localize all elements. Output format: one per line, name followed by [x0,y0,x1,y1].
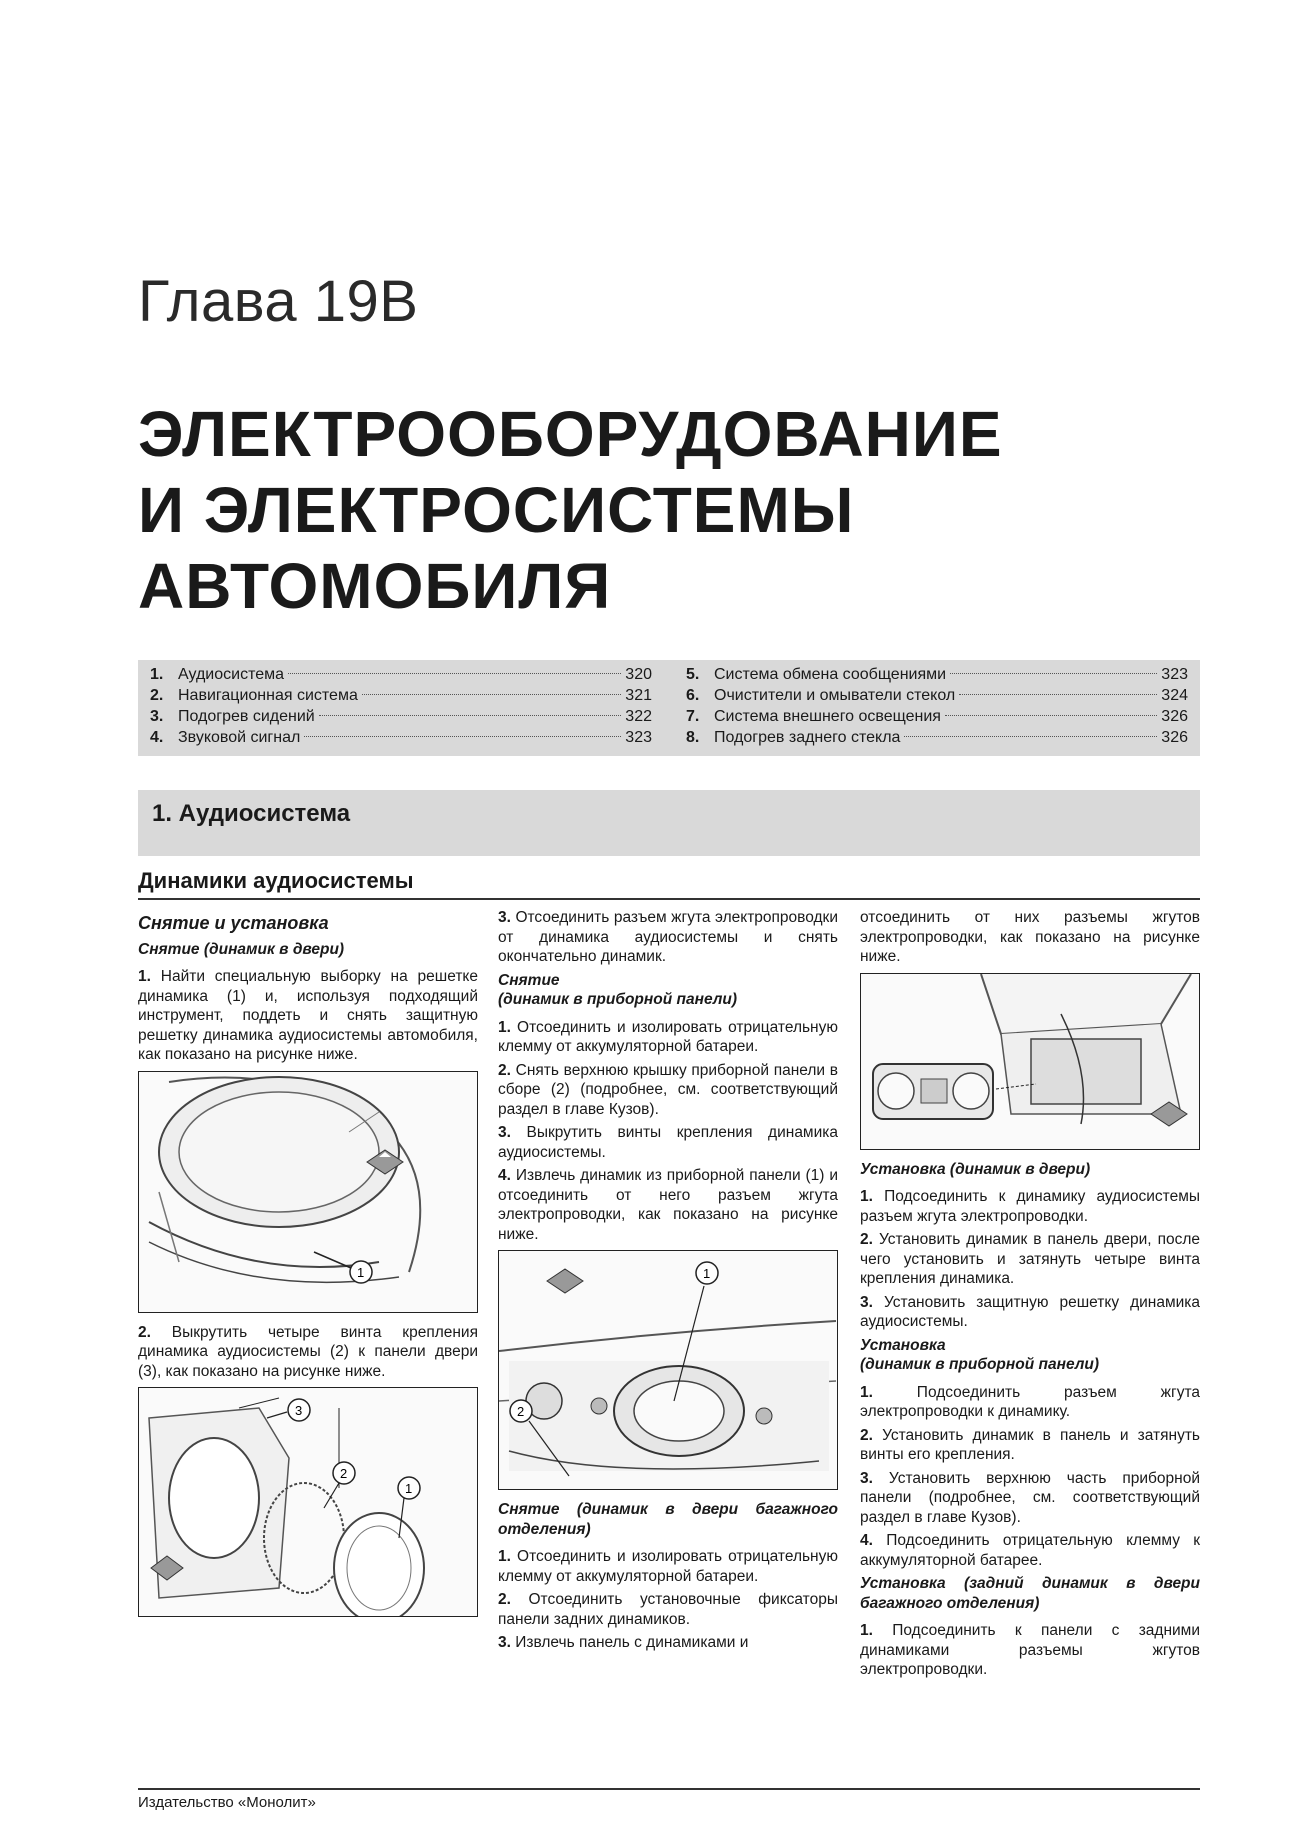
step-text: Установить защитную решетку динамика аудиосистемы. [860,1293,1201,1330]
text-column-1 [138,908,478,1627]
toc-column-right [686,664,1188,752]
figure-callout: 3 [295,1403,303,1418]
figure-door-speaker-screws [138,1387,478,1617]
section-heading: 1. Аудиосистема [138,790,1200,856]
figure-dashboard-speaker [498,1250,838,1490]
step-text: Извлечь динамик из приборной панели (1) и отсоединить от него разъем жгута электропроводки, как показано на рисунке ниже. [498,1167,838,1243]
step-text: Подсоединить отрицательную клемму к аккумуляторной батарее. [860,1532,1201,1569]
toc-label: Система обмена сообщениями [714,666,947,683]
step-number: 4. [860,1532,873,1549]
step-paragraph [498,908,838,967]
step-paragraph [138,967,478,1065]
chapter-title [138,396,1238,624]
step-number: 2. [138,1323,151,1341]
chapter-number: Глава 19В [138,269,419,334]
step-paragraph [860,1621,1200,1680]
step-text: Выкрутить винты крепления динамика аудиосистемы. [498,1124,838,1161]
title-line: ЭЛЕКТРООБОРУДОВАНИЕ [138,398,1003,470]
step-number: 2. [860,1231,873,1248]
toc-item[interactable] [686,685,1188,706]
toc-item[interactable] [150,685,652,706]
toc-page: 323 [1161,666,1188,683]
toc-item[interactable] [150,706,652,727]
step-paragraph: отсоединить от них разъемы жгутов электропроводки, как показано на рисунке ниже. [860,909,1200,965]
toc-page: 321 [625,687,652,704]
step-number: 2. [498,1061,511,1079]
toc-number: 2. [150,687,164,704]
toc-number: 6. [686,687,700,704]
toc-leader [904,736,1157,737]
step-paragraph [498,1547,838,1586]
toc-leader [950,673,1157,674]
door-speaker-screws-illustration [139,1388,476,1616]
step-number: 1. [860,1188,873,1205]
step-number: 2. [498,1591,511,1608]
step-text: Снять верхнюю крышку приборной панели в сборе (2) (подробнее, см. соответствующий раздел в главе Кузов). [498,1061,838,1118]
figure-callout: 2 [517,1404,525,1419]
figure-callout: 1 [357,1264,365,1280]
text-column-2 [498,908,838,1657]
figure-callout: 1 [405,1481,413,1496]
step-paragraph [860,1469,1200,1528]
procedure-subheading: Снятие (динамик в двери багажного отделения) [498,1501,838,1538]
toc-leader [288,673,621,674]
step-text: Установить динамик в панель и затянуть винты его крепления. [860,1426,1201,1463]
toc-item[interactable] [150,664,652,685]
step-text: Отсоединить разъем жгута электропроводки от динамика аудиосистемы и снять окончательно динамик. [498,909,838,965]
toc-page: 326 [1161,729,1188,746]
toc-number: 4. [150,729,164,746]
toc-page: 324 [1161,687,1188,704]
toc-number: 7. [686,708,700,725]
toc-page: 320 [625,666,652,683]
figure-tailgate-speakers [860,973,1200,1150]
step-number: 3. [860,1293,873,1311]
toc-label: Аудиосистема [178,666,285,683]
step-text: Подсоединить к панели с задними динамиками разъемы жгутов электропроводки. [860,1622,1200,1678]
step-number: 3. [498,1634,511,1651]
toc-label: Система внешнего освещения [714,708,941,725]
procedure-subheading: Установка (динамик в приборной панели) [860,1336,1100,1373]
dashboard-speaker-illustration [499,1251,836,1489]
door-speaker-illustration [139,1072,476,1312]
step-paragraph [498,1123,838,1162]
toc-leader [319,715,622,716]
toc-label: Навигационная система [178,687,358,704]
toc-label: Подогрев сидений [178,708,315,725]
toc-page: 326 [1161,708,1188,725]
procedure-heading: Снятие и установка [138,913,329,933]
toc-page: 323 [625,729,652,746]
step-text: Извлечь панель с динамиками и [515,1634,749,1651]
step-paragraph [860,1383,1200,1422]
step-text: Выкрутить четыре винта крепления динамика аудиосистемы (2) к панели двери (3), как показано на рисунке ниже. [138,1323,478,1380]
step-text: Установить верхнюю часть приборной панели (подробнее, см. соответствующий раздел в главе Кузов). [860,1469,1200,1526]
step-number: 3. [860,1469,873,1487]
toc-number: 3. [150,708,164,725]
step-paragraph [498,1061,838,1120]
step-text: Подсоединить разъем жгута электропроводки к динамику. [860,1383,1200,1420]
toc-item[interactable] [150,727,652,748]
step-number: 3. [498,1124,511,1141]
title-line: И ЭЛЕКТРОСИСТЕМЫ [138,474,855,546]
toc-leader [362,694,621,695]
toc-label: Очистители и омыватели стекол [714,687,956,704]
figure-callout: 1 [703,1266,711,1281]
step-paragraph [498,1018,838,1057]
step-number: 4. [498,1167,511,1184]
step-text: Отсоединить и изолировать отрицательную клемму от аккумуляторной батареи. [498,1548,838,1585]
step-number: 1. [498,1548,511,1565]
subsection-heading: Динамики аудиосистемы [138,868,1200,900]
title-line: АВТОМОБИЛЯ [138,550,612,622]
step-number: 1. [138,968,151,985]
figure-callout: 2 [340,1466,348,1481]
toc-leader [959,694,1157,695]
step-paragraph [498,1633,838,1653]
step-text: Подсоединить к динамику аудиосистемы разъем жгута электропроводки. [860,1188,1200,1225]
toc-page: 322 [625,708,652,725]
step-paragraph [860,1230,1200,1289]
toc-number: 5. [686,666,700,683]
toc-item[interactable] [686,706,1188,727]
tailgate-speakers-illustration [861,974,1198,1149]
procedure-subheading: Снятие (динамик в двери) [138,940,345,958]
text-column-3 [860,908,1200,1684]
step-number: 1. [860,1622,873,1639]
procedure-subheading: Установка (задний динамик в двери багажного отделения) [860,1575,1200,1612]
procedure-subheading: Снятие (динамик в приборной панели) [498,971,738,1008]
toc-item[interactable] [686,727,1188,748]
publisher-footer: Издательство «Монолит» [138,1788,1200,1811]
step-paragraph [860,1531,1200,1570]
step-text: Отсоединить и изолировать отрицательную клемму от аккумуляторной батареи. [498,1018,838,1055]
toc-label: Подогрев заднего стекла [714,729,901,746]
step-paragraph [860,1426,1200,1465]
step-paragraph [860,1293,1200,1332]
step-paragraph [498,1590,838,1629]
procedure-subheading: Установка (динамик в двери) [860,1160,1091,1178]
toc-leader [304,736,621,737]
step-number: 1. [860,1383,873,1401]
step-paragraph [498,1166,838,1244]
step-number: 1. [498,1018,511,1036]
step-text: Установить динамик в панель двери, после чего установить и затянуть четыре винта крепления динамика. [860,1231,1200,1287]
figure-door-speaker-grille [138,1071,478,1313]
toc-column-left [150,664,652,752]
toc-number: 8. [686,729,700,746]
toc-leader [945,715,1157,716]
toc-number: 1. [150,666,164,683]
table-of-contents [138,660,1200,756]
step-number: 2. [860,1426,873,1444]
toc-label: Звуковой сигнал [178,729,301,746]
step-text: Отсоединить установочные фиксаторы панели задних динамиков. [498,1591,838,1628]
toc-item[interactable] [686,664,1188,685]
step-number: 3. [498,909,511,926]
step-text: Найти специальную выборку на решетке динамика (1) и, используя подходящий инструмент, поддеть и снять защитную решетку динамика аудиосистемы автомобиля, как показано на рисунке ниже. [138,968,479,1063]
step-paragraph [138,1323,478,1382]
step-paragraph [860,1187,1200,1226]
